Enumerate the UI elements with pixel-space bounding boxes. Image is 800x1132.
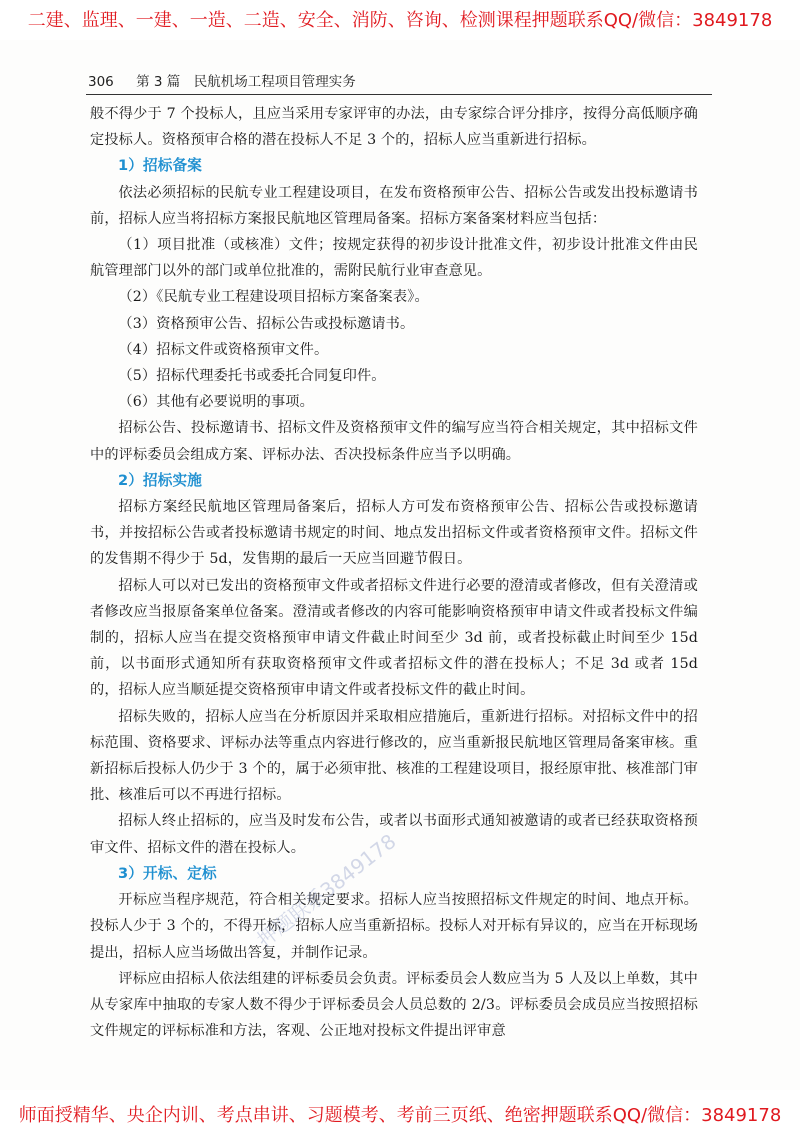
top-ad-banner: 二建、监理、一建、一造、二造、安全、消防、咨询、检测课程押题联系QQ/微信：3849178 [27, 10, 773, 31]
heading-tender-implementation: 2）招标实施 [118, 471, 203, 489]
heading-bid-opening-award: 3）开标、定标 [118, 864, 217, 882]
list-item: （2）《民航专业工程建设项目招标方案备案表》。 [118, 289, 429, 306]
bottom-ad-banner: 师面授精华、央企内训、考点串讲、习题模考、考前三页纸、绝密押题联系QQ/微信：3849178 [18, 1105, 782, 1126]
heading-tender-filing: 1）招标备案 [118, 157, 203, 175]
page-number: 306 [88, 74, 114, 90]
intro-paragraph: 般不得少于 7 个投标人，且应当采用专家评审的办法，由专家综合评分排序，按得分高低顺序确定投标人。资格预审合格的潜在投标人不足 3 个的，招标人应当重新进行招标。 [90, 106, 698, 149]
watermark-stamp: 押题联系3849178 [252, 829, 401, 953]
paragraph: 依法必须招标的民航专业工程建设项目，在发布资格预审公告、招标公告或发出投标邀请书前，招标人应当将招标方案报民航地区管理局备案。招标方案备案材料应当包括： [90, 184, 698, 227]
list-item: （1）项目批准（或核准）文件；按规定获得的初步设计批准文件，初步设计批准文件由民航管理部门以外的部门或单位批准的，需附民航行业审查意见。 [90, 237, 698, 280]
list-item: （4）招标文件或资格预审文件。 [118, 341, 329, 358]
paragraph: 招标方案经民航地区管理局备案后，招标人方可发布资格预审公告、招标公告或投标邀请书，并按招标公告或者投标邀请书规定的时间、地点发出招标文件或者资格预审文件。招标文件的发售期不得少于 5d，发售期的最后一天应当回避节假日。 [90, 499, 698, 568]
header-rule [86, 94, 712, 95]
list-item: （5）招标代理委托书或委托合同复印件。 [118, 368, 386, 385]
paragraph: 评标应由招标人依法组建的评标委员会负责。评标委员会人数应当为 5 人及以上单数，其中从专家库中抽取的专家人数不得少于评标委员会人员总数的 2/3。评标委员会成员应当按照招标文件规定的评标标准和方法，客观、公正地对投标文件提出评审意 [90, 970, 698, 1040]
paragraph: 招标失败的，招标人应当在分析原因并采取相应措施后，重新进行招标。对招标文件中的招标范围、资格要求、评标办法等重点内容进行修改的，应当重新报民航地区管理局备案审核。重新招标后投标人仍少于 3 个的，属于必须审批、核准的工程建设项目，报经原审批、核准部门审批、核准后可以不再进行招标。 [90, 708, 698, 804]
paragraph: 招标公告、投标邀请书、招标文件及资格预审文件的编写应当符合相关规定，其中招标文件中的评标委员会组成方案、评标办法、否决投标条件应当予以明确。 [90, 420, 698, 463]
book-page [0, 40, 800, 1090]
paragraph: 招标人终止招标的，应当及时发布公告，或者以书面形式通知被邀请的或者已经获取资格预审文件、招标文件的潜在投标人。 [90, 813, 698, 856]
page-header [88, 70, 710, 90]
page-content [90, 101, 698, 1044]
list-item: （6）其他有必要说明的事项。 [118, 394, 314, 411]
section-title: 第 3 篇 民航机场工程项目管理实务 [136, 74, 356, 90]
paragraph: 开标应当程序规范，符合相关规定要求。招标人应当按照招标文件规定的时间、地点开标。投标人少于 3 个的，不得开标，招标人应当重新招标。投标人对开标有异议的，应当在开标现场提出，招标人应当场做出答复，并制作记录。 [90, 892, 698, 961]
paragraph: 招标人可以对已发出的资格预审文件或者招标文件进行必要的澄清或者修改，但有关澄清或者修改应当报原备案单位备案。澄清或者修改的内容可能影响资格预审申请文件或者投标文件编制的，招标人应当在提交资格预审申请文件截止时间至少 3d 前，或者投标截止时间至少 15d 前，以书面形式通知所有获取资格预审文件或者招标文件的潜在投标人；不足 3d 或者 15d 的，招标人应当顺延提交资格预审申请文件或者投标文件的截止时间。 [90, 577, 698, 699]
list-item: （3）资格预审公告、招标公告或投标邀请书。 [118, 315, 415, 332]
